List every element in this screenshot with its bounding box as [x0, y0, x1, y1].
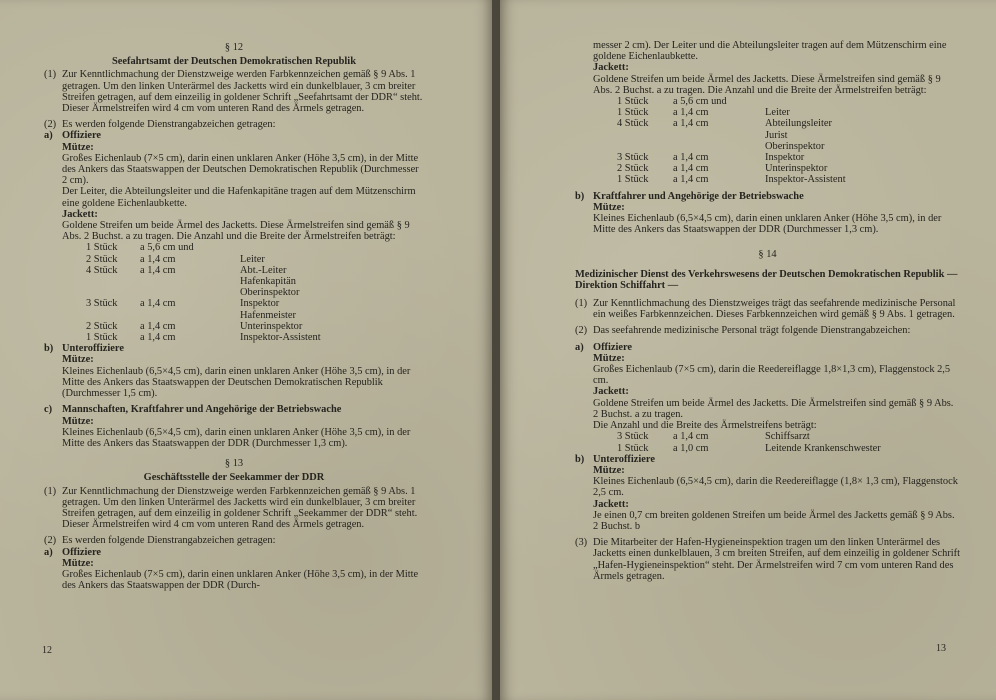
paragraph-2: [575, 325, 960, 336]
paragraph-number: (2): [44, 535, 57, 547]
subsection-label: b): [44, 343, 54, 355]
subsection-label: a): [44, 546, 53, 558]
subsection-label: b): [575, 453, 585, 465]
stripe-row: 4 Stück a 1,4 cm Abteilungsleiter: [617, 118, 832, 130]
stripe-table: [575, 96, 960, 186]
page-number: 12: [42, 645, 52, 656]
paragraph-text: Es werden folgende Dienstrangabzeichen getragen:: [62, 119, 276, 131]
paragraph-text: Das seefahrende medizinische Personal trägt folgende Dienstrangabzeichen:: [593, 325, 911, 337]
jacket-heading: Jackett:: [593, 62, 629, 74]
section-12-title: Seefahrtsamt der Deutschen Demokratischen Republik: [112, 56, 356, 68]
page-number: 13: [936, 643, 946, 654]
cap-text: Kleines Eichenlaub (6,5×4,5 cm), darin einen unklaren Anker (Höhe 3,5 cm), in der Mitte des Ankers das Staatswappen der DDR (Durchmesser 1,3 cm).: [62, 426, 411, 449]
jacket-text: Goldene Streifen um beide Ärmel des Jacketts. Die Ärmelstreifen sind gemäß § 9 Abs. 2 Buchst. a zu tragen.: [593, 397, 954, 420]
section-12-heading: § 12: [224, 42, 244, 53]
stripe-row: 1 Stück a 1,0 cm Leitende Krankenschwester: [617, 442, 881, 454]
paragraph-number: (1): [44, 69, 57, 81]
paragraph-number: (1): [44, 485, 57, 497]
paragraph-text: Zur Kenntlichmachung der Dienstzweige werden Farbkennzeichen gemäß § 9 Abs. 1 getragen. Um den linken Unterärmel des Jacketts wird ein dunkelblauer, 3 cm breiter Streifen getragen, auf dem einzeilig in goldener Schrift „Seekammer der DDR“ steht. Dieser Ärmelstreifen wird 4 cm vom unteren Rand des Ärmels getragen.: [62, 485, 418, 531]
paragraph-2: [44, 535, 424, 546]
stripe-row: 3 Stück a 1,4 cm Schiffsarzt: [617, 431, 810, 443]
book-gutter: [492, 0, 500, 700]
stripe-row: Jurist: [765, 129, 788, 141]
subsection-title: Mannschaften, Kraftfahrer und Angehörige der Betriebswache: [62, 404, 342, 416]
stripe-row: 3 Stück a 1,4 cm Inspektor: [86, 298, 280, 310]
jacket-text: Goldene Streifen um beide Ärmel des Jacketts. Diese Ärmelstreifen sind gemäß § 9 Abs. 2 Buchst. a zu tragen. Die Anzahl und die Breite der Ärmelstreifen beträgt:: [593, 73, 941, 96]
right-page-text: [575, 40, 960, 582]
right-page: [500, 0, 996, 700]
jacket-heading: Jackett:: [593, 498, 629, 510]
paragraph-3: [575, 537, 960, 582]
subsection-label: b): [575, 190, 585, 202]
stripe-row: Oberinspektor: [240, 287, 300, 299]
stripe-row: 3 Stück a 1,4 cm Inspektor: [617, 152, 805, 164]
subsection-title: Offiziere: [62, 546, 102, 558]
stripe-table: [44, 242, 424, 343]
cap-heading: Mütze:: [593, 352, 625, 364]
left-page: [0, 0, 492, 700]
stripe-row: Oberinspektor: [765, 140, 825, 152]
paragraph-2: [44, 119, 424, 130]
subsection-title: Unteroffiziere: [62, 343, 124, 355]
subsection-b: [44, 343, 424, 354]
cap-text: Großes Eichenlaub (7×5 cm), darin einen unklaren Anker (Höhe 3,5 cm), in der Mitte des Ankers das Staatswappen der Deutschen Demokratischen Republik (Durchmesser 2 cm).: [62, 152, 419, 187]
paragraph-text: Die Mitarbeiter der Hafen-Hygieneinspektion tragen um den linken Unterärmel des Jacketts einen dunkelblauen, 3 cm breiten Streifen, auf dem einzeilig in goldener Schrift „Hafen-Hygieneinspektion“ steht. Der Ärmelstreifen wird 7 cm vom unteren Rand des Ärmels getragen.: [593, 537, 961, 582]
continued-text: messer 2 cm). Der Leiter und die Abteilungsleiter tragen auf dem Mützenschirm eine goldene Eichenlaubkette.: [593, 40, 947, 63]
paragraph-1: [44, 486, 424, 531]
stripe-row: 1 Stück a 5,6 cm und: [86, 242, 194, 254]
cap-heading: Mütze:: [62, 415, 94, 427]
stripe-row: 2 Stück a 1,4 cm Unterinspektor: [86, 320, 303, 332]
cap-text: Großes Eichenlaub (7×5 cm), darin einen unklaren Anker (Höhe 3,5 cm), in der Mitte des Ankers das Staatswappen der DDR (Durch-: [62, 568, 419, 592]
stripe-row: 1 Stück a 5,6 cm und: [617, 96, 727, 108]
left-page-text: [44, 38, 424, 591]
paragraph-text: Zur Kenntlichmachung des Dienstzweiges trägt das seefahrende medizinische Personal ein weißes Farbkennzeichen. Dieses Farbkennzeichen wird gemäß § 9 Abs. 1 getragen.: [593, 298, 956, 321]
cap-heading: Mütze:: [62, 557, 94, 569]
cap-text-2: Der Leiter, die Abteilungsleiter und die Hafenkapitäne tragen auf dem Mützenschirm eine goldene Eichenlaubkette.: [62, 186, 416, 209]
paragraph-1: [575, 298, 960, 320]
jacket-text: Goldene Streifen um beide Ärmel des Jacketts. Diese Ärmelstreifen sind gemäß § 9 Abs. 2 Buchst. a zu tragen. Die Anzahl und die Breite der Ärmelstreifen beträgt:: [62, 220, 410, 243]
stripe-row: Hafenmeister: [240, 309, 296, 321]
subsection-title: Offiziere: [62, 130, 102, 142]
stripe-row: 2 Stück a 1,4 cm Unterinspektor: [617, 163, 828, 175]
stripe-row: 1 Stück a 1,4 cm Leiter: [617, 107, 790, 119]
subsection-label: a): [44, 130, 53, 142]
section-14-title: Medizinischer Dienst des Verkehrswesens der Deutschen Demokratischen Republik — Direktion Schiffahrt —: [575, 268, 958, 291]
stripe-row: 2 Stück a 1,4 cm Leiter: [86, 253, 265, 265]
jacket-heading: Jackett:: [593, 386, 629, 398]
stripe-row: Hafenkapitän: [240, 276, 296, 288]
section-14-heading: § 14: [758, 249, 777, 261]
paragraph-text: Zur Kenntlichmachung der Dienstzweige werden Farbkennzeichen gemäß § 9 Abs. 1 getragen. Um den linken Unterärmel des Jacketts wird ein dunkelblauer, 3 cm breiter Streifen getragen, auf dem einzeilig in goldener Schrift „Seefahrtsamt der DDR“ steht. Dieser Ärmelstreifen wird 4 cm vom unteren Rand des Ärmels getragen.: [62, 69, 423, 115]
cap-heading: Mütze:: [593, 201, 625, 213]
cap-heading: Mütze:: [593, 464, 625, 476]
subsection-title: Offiziere: [593, 341, 633, 353]
cap-text: Großes Eichenlaub (7×5 cm), darin die Reedereiflagge 1,8×1,3 cm), Flaggenstock 2,5 cm.: [593, 364, 951, 387]
subsection-c: [44, 404, 424, 415]
subsection-title: Unteroffiziere: [593, 453, 655, 465]
paragraph-number: (3): [575, 537, 588, 549]
subsection-a: [575, 342, 960, 353]
paragraph-number: (2): [44, 119, 57, 131]
subsection-label: c): [44, 404, 53, 416]
section-13-heading: § 13: [224, 458, 244, 470]
subsection-a: [44, 130, 424, 141]
stripe-row: 1 Stück a 1,4 cm Inspektor-Assistent: [86, 332, 321, 344]
cap-heading: Mütze:: [62, 141, 94, 153]
section-13-title: Geschäftsstelle der Seekammer der DDR: [143, 472, 325, 484]
cap-text: Kleines Eichenlaub (6,5×4,5 cm), darin einen unklaren Anker (Höhe 3,5 cm), in der Mitte des Ankers das Staatswappen der DDR (Durchmesser 1,3 cm).: [593, 213, 942, 236]
paragraph-number: (2): [575, 325, 588, 337]
subsection-label: a): [575, 341, 584, 353]
jacket-heading: Jackett:: [62, 208, 98, 220]
subsection-title: Kraftfahrer und Angehörige der Betriebswache: [593, 190, 804, 202]
stripe-row: 1 Stück a 1,4 cm Inspektor-Assistent: [617, 174, 846, 186]
cap-text: Kleines Eichenlaub (6,5×4,5 cm), darin die Reedereiflagge (1,8× 1,3 cm), Flaggenstock 2,5 cm.: [593, 476, 958, 499]
subsection-b: [575, 191, 960, 202]
paragraph-number: (1): [575, 298, 588, 310]
jacket-text-2: Die Anzahl und die Breite des Ärmelstreifens beträgt:: [593, 420, 817, 432]
paragraph-1: [44, 69, 424, 114]
subsection-a: [44, 547, 424, 558]
paragraph-text: Es werden folgende Dienstrangabzeichen getragen:: [62, 535, 276, 547]
medical-stripe-table: [575, 431, 960, 453]
cap-text: Kleines Eichenlaub (6,5×4,5 cm), darin einen unklaren Anker (Höhe 3,5 cm), in der Mitte des Ankers das Staatswappen der Deutschen Demokratischen Republik (Durchmesser 1,5 cm).: [62, 365, 411, 400]
jacket-text: Je einen 0,7 cm breiten goldenen Streifen um beide Ärmel des Jacketts gemäß § 9 Abs. 2 Buchst. b: [593, 509, 955, 532]
subsection-b: [575, 454, 960, 465]
cap-heading: Mütze:: [62, 354, 94, 366]
stripe-row: 4 Stück a 1,4 cm Abt.-Leiter: [86, 264, 287, 276]
